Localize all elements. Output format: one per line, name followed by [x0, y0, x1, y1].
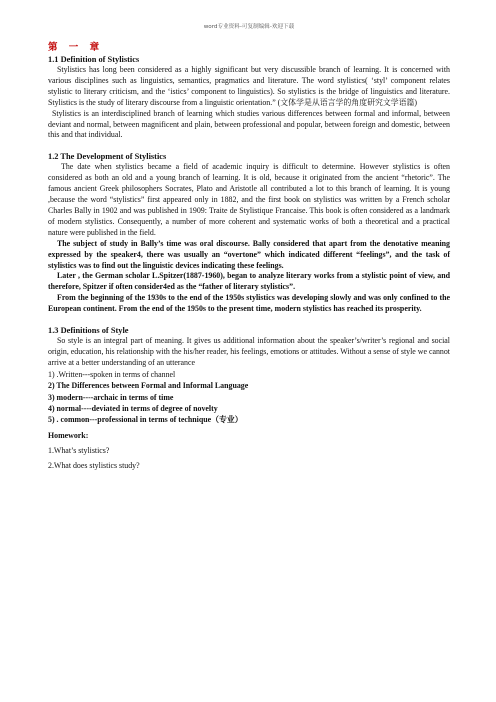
list-item-1: 1) .Written---spoken in terms of channel	[48, 369, 176, 379]
section-1-3-para-1: So style is an integral part of meaning. It gives us additional information about the speaker’s/writer’s regional and social origin, education, his relationship with the his/her reader, his feelings, emotions or attitudes. Without a sense of style we cannot arrive at a better understanding of an utterance	[48, 336, 450, 367]
section-1-2-para-2: The subject of study in Bally’s time was oral discourse. Bally considered that apart from the denotative meaning expressed by the speaker4, there was usually an “overtone” which indicated different “feelings”, and the task of stylistics was to find out the linguistic devices indicating these feelings.	[48, 238, 450, 270]
section-1-2-para-4: From the beginning of the 1930s to the end of the 1950s stylistics was developing slowly and was only confined to the European continent. From the end of the 1950s to the present time, modern stylistics has reached its prosperity.	[48, 293, 450, 314]
homework-question-1: 1.What’s stylistics?	[48, 445, 110, 455]
section-1-1-para-2: Stylistics is an interdisciplined branch of learning which studies various differences between formal and informal, between deviant and normal, between magnificent and plain, between professional and popular, between foreign and domestic, between this and that individual.	[48, 108, 450, 140]
homework-question-2: 2.What does stylistics study?	[48, 460, 140, 470]
homework-title: Homework:	[48, 430, 89, 440]
section-heading-1-3: 1.3 Definitions of Style	[48, 326, 129, 336]
spacer	[48, 141, 450, 151]
chapter-title: 第 一 章	[48, 42, 104, 53]
section-heading-1-1: 1.1 Definition of Stylistics	[48, 55, 140, 64]
section-1-1-para-1: Stylistics has long been considered as a highly significant but very discussible branch of learning. It is concerned with various disciplines such as linguistics, semantics, pragmatics and literature. The word stylistics( ‘styl’ component relates stylistic to literary criticism, and the ‘istics’ component to linguistics). So stylistics is the bridge of linguistics and literature. Stylistics is the study of literary discourse from a linguistic orientation.” (文体学是从语言学的角度研究文学语篇)	[48, 65, 450, 107]
list-item-4: 4) normal----deviated in terms of degree of novelty	[48, 403, 218, 413]
page-header: word专业资料-可复制编辑-欢迎下载	[203, 24, 295, 30]
section-1-2-para-3: Later , the German scholar L.Spitzer(1887-1960), began to analyze literary works from a stylistic point of view, and therefore, Spitzer if often consider4ed as the “father of literary stylistics”.	[48, 271, 450, 292]
list-item-3: 3) modern----archaic in terms of time	[48, 392, 174, 402]
list-item-2: 2) The Differences between Formal and Informal Language	[48, 381, 249, 391]
section-heading-1-2: 1.2 The Development of Stylistics	[48, 152, 167, 162]
list-item-5: 5) . common---professional in terms of technique（专业）	[48, 415, 243, 425]
section-1-2-para-1: The date when stylistics became a field of academic inquiry is difficult to determine. However stylistics is often considered as both an old and a young branch of learning. It is old, because it originated from the ancient “rhetoric”. The famous ancient Greek philosophers Socrates, Plato and Aristotle all contributed a lot to this branch of learning. It is young ,because the word “stylistics” first appeared only in 1882, and the first book on stylistics was written by a French scholar Charles Bally in 1902 and was published in 1909: Traite de Stylistique Francaise. This book is often considered as a landmark of modern stylistics. Consequently, a number of more coherent and systematic works of both a theoretical and a practical nature were published in the field.	[48, 162, 450, 237]
spacer	[48, 315, 450, 325]
